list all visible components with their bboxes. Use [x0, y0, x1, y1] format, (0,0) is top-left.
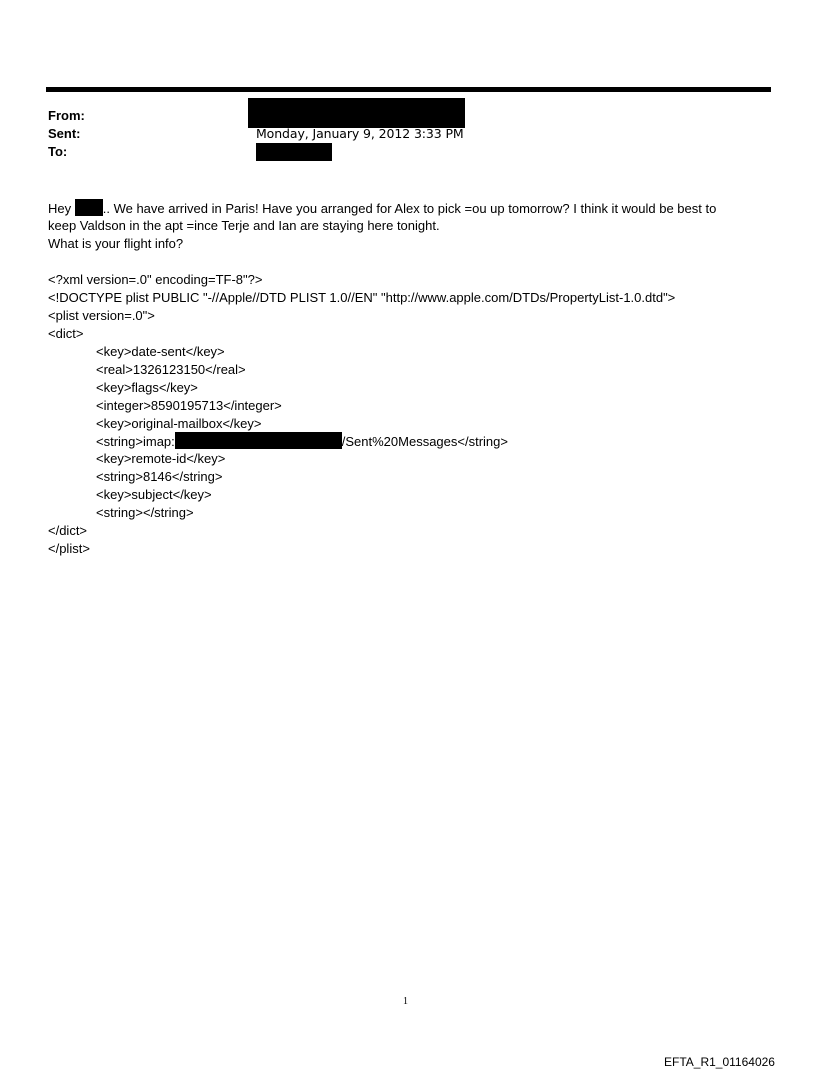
- plist-entry: <real>1326123150</real>: [96, 362, 246, 377]
- plist-entry: <key>date-sent</key>: [96, 344, 225, 359]
- message-line-3: What is your flight info?: [48, 236, 184, 251]
- name-redaction: [75, 199, 103, 216]
- sent-value: Monday, January 9, 2012 3:33 PM: [256, 126, 464, 141]
- plist-entry: <key>flags</key>: [96, 380, 198, 395]
- mailbox-prefix: <string>imap:: [96, 434, 175, 449]
- message-line-1: [48, 199, 716, 218]
- sent-label: Sent:: [48, 126, 81, 141]
- message-greeting: Hey: [48, 201, 75, 216]
- plist-doctype: <!DOCTYPE plist PUBLIC "-//Apple//DTD PLIST 1.0//EN" "http://www.apple.com/DTDs/PropertyList-1.0.dtd">: [48, 290, 676, 305]
- message-line-2: keep Valdson in the apt =ince Terje and Ian are staying here tonight.: [48, 218, 440, 233]
- header-divider: [46, 87, 771, 92]
- plist-entry: <key>original-mailbox</key>: [96, 416, 262, 431]
- mailbox-suffix: /Sent%20Messages</string>: [341, 434, 508, 449]
- mailbox-redaction: [175, 432, 342, 449]
- plist-entry: <integer>8590195713</integer>: [96, 398, 282, 413]
- plist-entry: <key>remote-id</key>: [96, 451, 226, 466]
- message-line-1-rest: .. We have arrived in Paris! Have you arranged for Alex to pick =ou up tomorrow? I think it would be best to: [102, 201, 717, 216]
- bates-number: EFTA_R1_01164026: [664, 1055, 775, 1069]
- plist-entry: <key>subject</key>: [96, 487, 212, 502]
- plist-entry: <string></string>: [96, 505, 194, 520]
- plist-close-tag: </plist>: [48, 541, 90, 556]
- plist-open-tag: <plist version=.0">: [48, 308, 155, 323]
- plist-xml-declaration: <?xml version=.0" encoding=TF-8"?>: [48, 272, 263, 287]
- from-label: From:: [48, 108, 85, 123]
- dict-open-tag: <dict>: [48, 326, 84, 341]
- to-redaction: [256, 143, 332, 161]
- plist-entry-mailbox: [96, 432, 508, 451]
- from-redaction: [248, 98, 465, 128]
- to-label: To:: [48, 144, 68, 159]
- plist-entry: <string>8146</string>: [96, 469, 223, 484]
- page-number: 1: [403, 996, 408, 1007]
- dict-close-tag: </dict>: [48, 523, 88, 538]
